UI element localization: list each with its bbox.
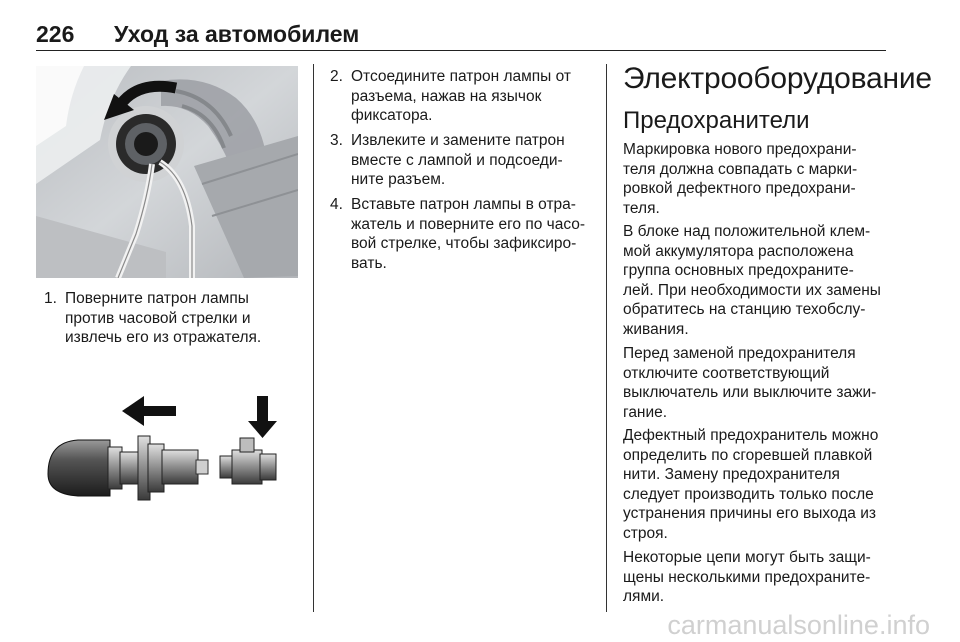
- paragraph-line: определить по сгоревшей плавкой: [623, 446, 873, 464]
- paragraph-line: выключатель или выключите зажи-: [623, 384, 877, 401]
- paragraph-line: Дефектный предохранитель можно: [623, 427, 879, 444]
- chapter-title: Уход за автомобилем: [114, 21, 360, 47]
- paragraph-line: щены несколькими предохраните-: [623, 568, 871, 586]
- paragraph-line: теля должна совпадать с марки-: [623, 160, 858, 178]
- paragraph-line: отключите соответствующий: [623, 364, 830, 382]
- paragraph-line: ровкой дефектного предохрани-: [623, 180, 856, 197]
- step-2-line: Отсоедините патрон лампы от: [351, 68, 571, 85]
- step-1-line: Поверните патрон лампы: [65, 290, 249, 307]
- paragraph-4: [623, 426, 878, 543]
- step-3-line: ните разъем.: [351, 171, 446, 188]
- watermark: carmanualsonline.info: [667, 610, 930, 640]
- step-2-line: разъема, нажав на язычок: [351, 87, 542, 105]
- step-4-line: жатель и поверните его по часо-: [351, 215, 586, 233]
- paragraph-line: мой аккумулятора расположена: [623, 242, 854, 260]
- step-4-number: 4.: [330, 196, 343, 213]
- step-4-line: вать.: [351, 254, 387, 272]
- step-1-number: 1.: [44, 290, 57, 307]
- paragraph-line: Перед заменой предохранителя: [623, 345, 856, 362]
- paragraph-line: лями.: [623, 588, 665, 605]
- paragraph-line: теля.: [623, 199, 660, 217]
- paragraph-line: гание.: [623, 403, 668, 421]
- step-4-line: Вставьте патрон лампы в отра-: [351, 196, 576, 213]
- step-2-line: фиксатора.: [351, 107, 433, 124]
- pull-arrow-left-icon: [122, 396, 176, 426]
- paragraph-line: живания.: [623, 320, 689, 338]
- page-number: 226: [36, 21, 75, 47]
- step-1-line: против часовой стрелки и: [65, 309, 251, 327]
- section-title: Электрооборудование: [623, 62, 932, 95]
- paragraph-3: [623, 344, 876, 422]
- paragraph-line: группа основных предохраните-: [623, 262, 854, 279]
- paragraph-line: строя.: [623, 524, 668, 542]
- paragraph-line: В блоке над положительной клем-: [623, 223, 871, 240]
- paragraph-line: лей. При необходимости их замены: [623, 281, 881, 299]
- bulb-holder-photo: [36, 66, 298, 278]
- bulb-connector-diagram: [40, 392, 284, 504]
- step-2-number: 2.: [330, 68, 343, 85]
- subsection-title: Предохранители: [623, 107, 810, 134]
- step-4-line: вой стрелке, чтобы зафиксиро-: [351, 235, 577, 252]
- paragraph-line: Маркировка нового предохрани-: [623, 141, 857, 158]
- column-divider-2: [606, 64, 607, 612]
- paragraph-2: [623, 222, 881, 339]
- paragraph-line: устранения причины его выхода из: [623, 505, 877, 522]
- paragraph-5: [623, 548, 871, 607]
- paragraph-1: [623, 140, 857, 218]
- paragraph-line: обратитесь на станцию техобслу-: [623, 301, 866, 318]
- column-divider-1: [313, 64, 314, 612]
- paragraph-line: следует производить только после: [623, 485, 874, 503]
- step-1-line: извлечь его из отражателя.: [65, 329, 262, 346]
- paragraph-line: Некоторые цепи могут быть защи-: [623, 549, 871, 566]
- paragraph-line: нити. Замену предохранителя: [623, 466, 840, 483]
- step-3-line: Извлеките и замените патрон: [351, 132, 565, 149]
- page-header: [36, 20, 886, 51]
- step-3-line: вместе с лампой и подсоеди-: [351, 151, 563, 169]
- push-arrow-down-icon: [248, 396, 277, 438]
- step-3-number: 3.: [330, 132, 343, 149]
